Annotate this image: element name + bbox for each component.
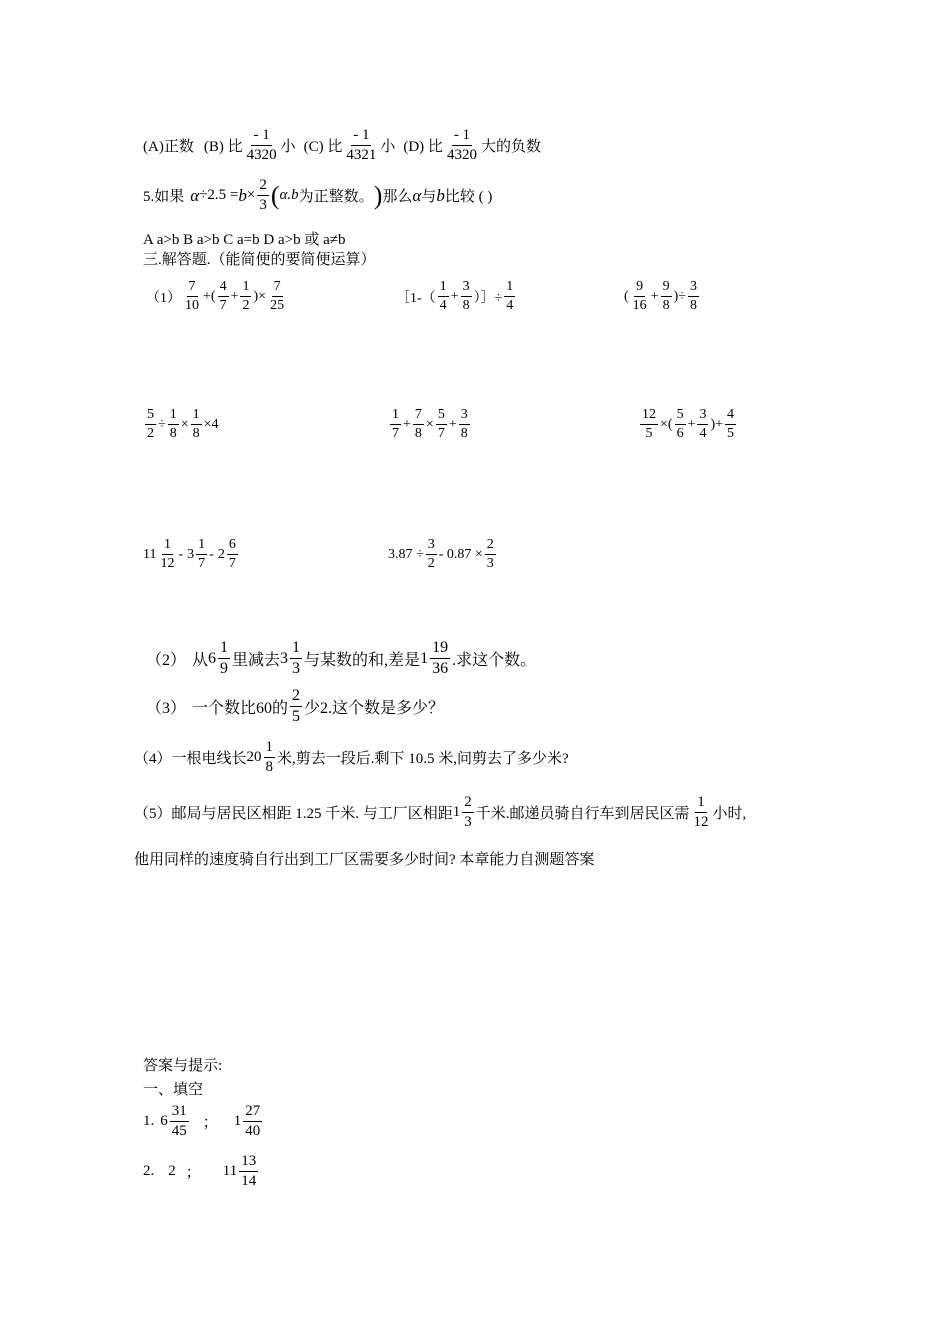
expression-5: $\frac{1}{7}$ + $\frac{7}{8}$ × $\frac{5}{7}$ + $\frac{3}{8}$ bbox=[392, 407, 468, 441]
option-a: (A)正数 bbox=[143, 139, 194, 155]
fraction: $\frac{- 1}{4320}$ bbox=[246, 127, 277, 163]
expression-1: （1） $\frac{7}{10}$ + ( $\frac{4}{7}$ + $\frac{1}{2}$ ) × $\frac{7}{25}$ bbox=[146, 279, 285, 313]
problem-3: （3） 一个数比60的 $\frac{2}{5}$ 少2.这个数是多少？ bbox=[146, 687, 445, 725]
expression-7: 11 $\frac{1}{12}$ - 3 $\frac{1}{7}$ - 2 $\frac{6}{7}$ bbox=[143, 537, 236, 571]
question-4-options: (A)正数 (B) 比 $\frac{- 1}{4320}$ 小 (C) 比 $\frac{- 1}{4321}$ 小 (D) 比 $\frac{- 1}{4320}$ 大的负数 bbox=[143, 127, 541, 163]
answer-1: 1. 6 $\frac{31}{45}$ ； 1 $\frac{27}{40}$ bbox=[143, 1103, 261, 1139]
question-5: 5.如果 α ÷2.5 = b × $\frac{2}{3}$ ( α.b 为正整数。 ) 那么 α 与 b 比较 ( ) bbox=[143, 177, 493, 213]
problem-4: （4）一根电线长 20 $\frac{1}{8}$ 米,剪去一段后.剩下 10.5 米,问剪去了多少米? bbox=[134, 739, 569, 775]
expression-3: ( $\frac{9}{16}$ + $\frac{9}{8}$ ) ÷ $\frac{3}{8}$ bbox=[624, 279, 697, 313]
expression-4: $\frac{5}{2}$ ÷ $\frac{1}{8}$ × $\frac{1}{8}$ ×4 bbox=[147, 407, 219, 441]
expression-6: $\frac{12}{5}$ ×( $\frac{5}{6}$ + $\frac{3}{4}$ ) + $\frac{4}{5}$ bbox=[642, 407, 735, 441]
option-c-label: (C) 比 bbox=[303, 139, 343, 155]
expression-2: ［1-（ $\frac{1}{4}$ + $\frac{3}{8}$ ）］÷ $\frac{1}{4}$ bbox=[396, 279, 514, 313]
fraction: $\frac{- 1}{4320}$ bbox=[446, 127, 477, 163]
problem-2: （2） 从 6 $\frac{1}{9}$ 里减去 3 $\frac{1}{3}$ 与某数的和,差是 1 $\frac{19}{36}$ .求这个数。 bbox=[146, 639, 537, 677]
answers-section-1: 一、填空 bbox=[143, 1082, 204, 1098]
fraction: $\frac{- 1}{4321}$ bbox=[346, 127, 377, 163]
option-b-label: (B) 比 bbox=[203, 139, 243, 155]
question-5-options: A a>b B a>b C a=b D a>b 或 a≠b bbox=[143, 232, 346, 248]
answers-title: 答案与提示: bbox=[143, 1058, 223, 1074]
problem-5-line-2: 他用同样的速度骑自行出到工厂区需要多少时间? 本章能力自测题答案 bbox=[134, 852, 595, 868]
fraction: $\frac{2}{3}$ bbox=[259, 177, 267, 213]
option-d-label: (D) 比 bbox=[403, 139, 443, 155]
expression-8: 3.87 ÷ $\frac{3}{2}$ - 0.87 × $\frac{2}{3}$ bbox=[388, 537, 494, 571]
section-3-title: 三.解答题.（能简便的要简便运算） bbox=[143, 252, 376, 268]
problem-5: （5）邮局与居民区相距 1.25 千米. 与工厂区相距 1 $\frac{2}{3}$ 千米.邮递员骑自行车到居民区需 $\frac{1}{12}$ 小时, bbox=[134, 794, 747, 830]
answer-2: 2. 2 ； 11 $\frac{13}{14}$ bbox=[143, 1153, 257, 1189]
